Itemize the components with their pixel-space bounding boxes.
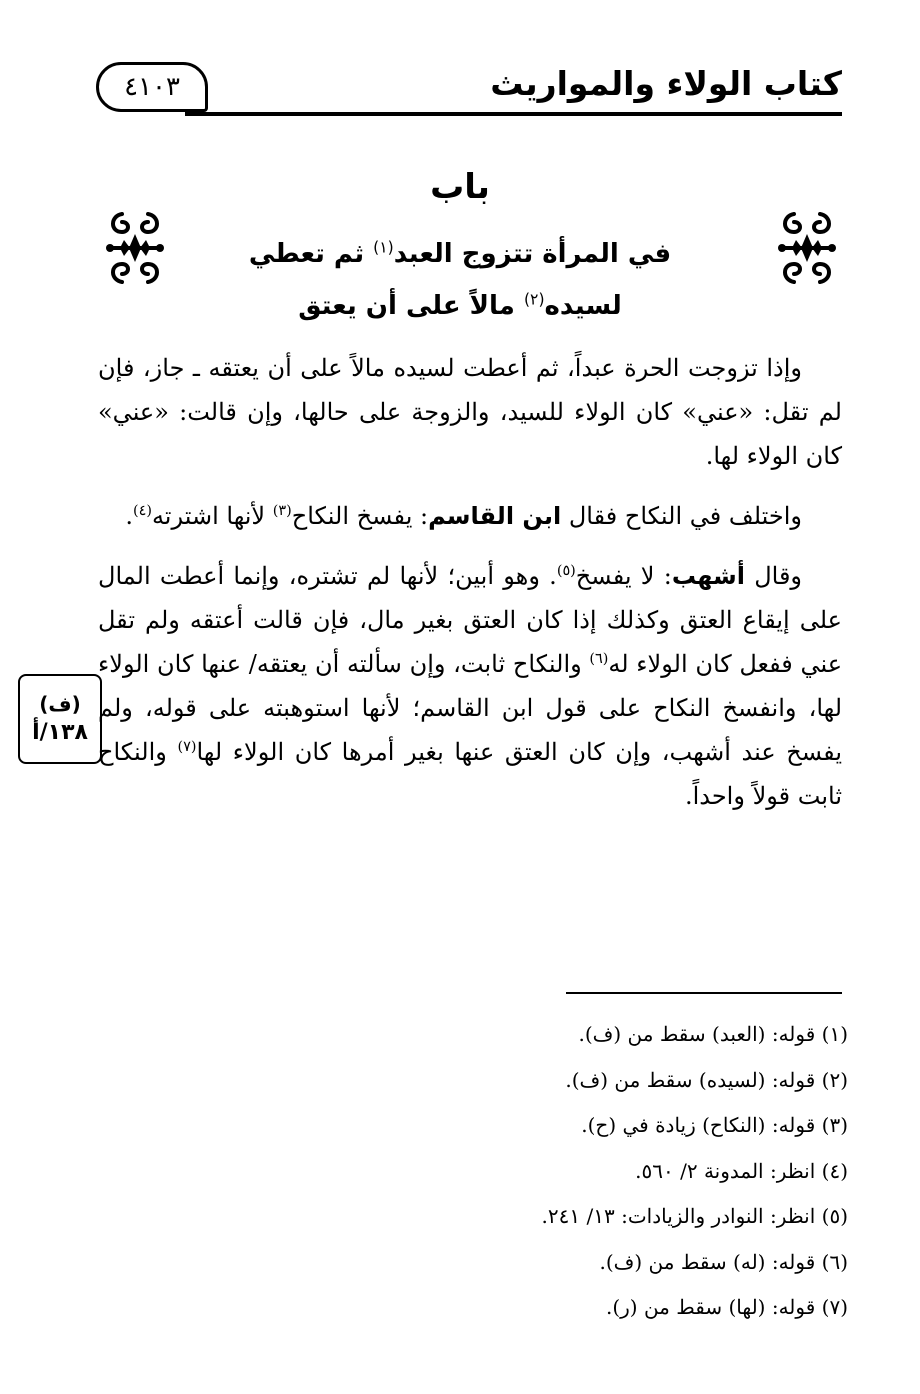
text-run: . bbox=[125, 502, 133, 530]
text-run: وقال bbox=[744, 562, 803, 590]
page-number: ٤١٠٣ bbox=[124, 72, 180, 102]
paragraph-3 bbox=[98, 554, 842, 818]
footnote-item: (٢) قوله: (لسيده) سقط من (ف). bbox=[565, 1067, 848, 1092]
title-text: في المرأة تتزوج العبد bbox=[393, 239, 672, 269]
header-rule bbox=[185, 112, 842, 116]
body-text bbox=[98, 346, 842, 834]
title-text: ثم تعطي bbox=[248, 239, 374, 269]
folio-number: ١٣٨/أ bbox=[32, 720, 88, 745]
text-run: لأنها اشترته bbox=[151, 502, 273, 530]
running-head-title: كتاب الولاء والمواريث bbox=[490, 64, 842, 103]
text-run: : يفسخ النكاح bbox=[291, 502, 429, 530]
chapter-title bbox=[200, 228, 720, 332]
footnote-item: (٣) قوله: (النكاح) زيادة في (ح). bbox=[581, 1113, 848, 1137]
footnote-item: (٦) قوله: (له) سقط من (ف). bbox=[599, 1249, 848, 1274]
footnote-ref: (٧) bbox=[177, 739, 197, 755]
scholar-name: ابن القاسم bbox=[428, 502, 562, 530]
paragraph-1: وإذا تزوجت الحرة عبداً، ثم أعطت لسيده مالاً على أن يعتقه ـ جاز، فإن لم تقل: «عني» كان الولاء للسيد، والزوجة على حالها، وإن قالت: «عني» كان الولاء لها. bbox=[98, 354, 842, 470]
footnote-separator bbox=[566, 992, 842, 994]
paragraph-2 bbox=[98, 494, 842, 538]
footnote-item: (٤) انظر: المدونة ٢/ ٥٦٠. bbox=[635, 1158, 848, 1183]
footnote-ref: (٤) bbox=[132, 503, 152, 519]
footnotes-list bbox=[148, 1012, 848, 1331]
title-text: لسيده bbox=[544, 291, 622, 321]
footnote-item: (١) قوله: (العبد) سقط من (ف). bbox=[578, 1022, 848, 1046]
footnote-item: (٥) انظر: النوادر والزيادات: ١٣/ ٢٤١. bbox=[541, 1204, 848, 1228]
chapter-title-line-1 bbox=[200, 228, 720, 280]
footnote-ref: (٣) bbox=[272, 503, 292, 519]
text-run: . وهو أبين؛ لأنها لم تشتره، وإنما أعطت المال على إيقاع العتق وكذلك إذا كان العتق بغير مال، فإن قالت أعتقه ولم تقل عني ففعل كان الولاء له bbox=[98, 562, 843, 678]
scholar-name: أشهب bbox=[671, 562, 745, 590]
manuscript-folio-note bbox=[18, 674, 102, 764]
chapter-title-line-2 bbox=[200, 280, 720, 332]
text-run: واختلف في النكاح فقال bbox=[561, 502, 802, 530]
footnote-ref: (٦) bbox=[589, 651, 609, 667]
footnote-ref: (٥) bbox=[556, 563, 576, 579]
chapter-label: باب bbox=[430, 167, 490, 207]
text-run: والنكاح ثابت، وإن سألته أن يعتقه/ عنها كان الولاء لها، وانفسخ النكاح على قول ابن القاسم؛ لأنها استوهبته على قوله، ولم يفسخ عند أشهب، وإن كان العتق عنها بغير أمرها كان الولاء لها bbox=[98, 650, 842, 766]
floral-ornament-icon bbox=[776, 206, 838, 290]
footnote-item: (٧) قوله: (لها) سقط من (ر). bbox=[605, 1295, 848, 1319]
page-number-frame bbox=[96, 62, 208, 112]
footnote-ref: (٢) bbox=[523, 290, 545, 309]
text-run: : لا يفسخ bbox=[575, 562, 672, 590]
title-text: مالاً على أن يعتق bbox=[298, 291, 524, 321]
manuscript-siglum: (ف) bbox=[39, 692, 81, 716]
footnote-ref: (١) bbox=[373, 238, 394, 257]
text-run: والنكاح ثابت قولاً واحداً. bbox=[98, 738, 842, 810]
floral-ornament-icon bbox=[104, 206, 166, 290]
